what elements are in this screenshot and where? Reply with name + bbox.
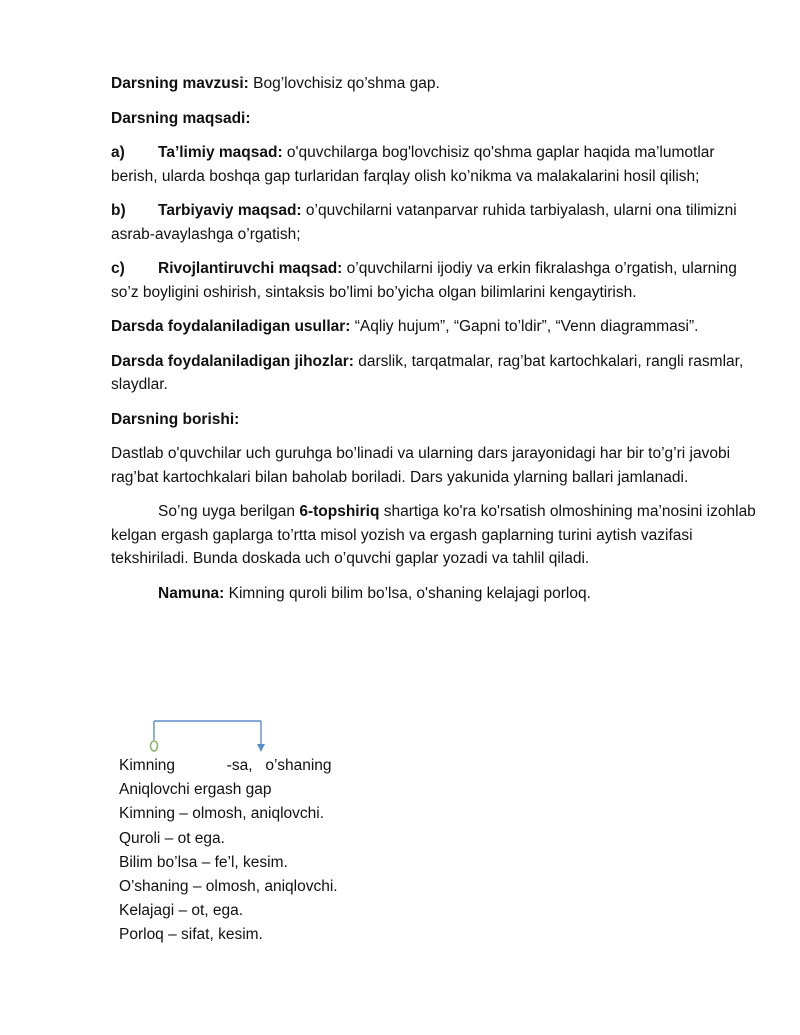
paragraph-2-bold: 6-topshiriq	[299, 503, 380, 520]
equipment-text: darslik, tarqatmalar, rag’bat kartochkalari, rangli rasmlar, slaydlar.	[111, 352, 744, 393]
purpose-heading	[111, 107, 756, 131]
paragraph-2-after: shartiga ko'ra ko'rsatish olmoshining ma’nosini izohlab kelgan ergash gaplarga to’rtta misol yozish va ergash gaplarning turini aytish vazifasi tekshiriladi. Bunda doskada uch o’quvchi gaplar yozadi va tahlil qiladi.	[111, 503, 756, 567]
goal-c-marker: c)	[111, 260, 125, 277]
analysis-line: Kelajagi – ot, ega.	[119, 902, 244, 920]
paragraph-1: Dastlab o'quvchilar uch guruhga bo’linadi va ularning dars jarayonidagi har bir to’g’ri javobi rag’bat kartochkalari bilan baholab boriladi. Dars yakunida ylarning ballari jamlanadi.	[111, 445, 731, 486]
equipment-label: Darsda foydalaniladigan jihozlar:	[111, 352, 354, 370]
goal-b-text: o’quvchilarni vatanparvar ruhida tarbiyalash, ularni ona tilimizni asrab-avaylashga o’rgatish;	[111, 202, 737, 243]
example-text: Kimning quroli bilim bo’lsa, o'shaning kelajagi porloq.	[224, 584, 591, 602]
example-line	[111, 582, 756, 606]
analysis-line: Bilim bo’lsa – fe’l, kesim.	[119, 853, 288, 871]
analysis-line: Aniqlovchi ergash gap	[119, 781, 272, 799]
goal-b	[111, 199, 756, 246]
goal-c	[111, 257, 756, 304]
goal-a	[111, 141, 756, 188]
goal-c-label: Rivojlantiruvchi maqsad:	[158, 260, 343, 277]
goal-b-label: Tarbiyaviy maqsad:	[158, 202, 302, 219]
paragraph-2-before: So’ng uyga berilgan	[158, 503, 300, 520]
analysis-line: Kimning -sa, o’shaning	[119, 757, 332, 774]
topic-label: Darsning mavzusi:	[111, 75, 249, 92]
connection-diagram	[148, 718, 268, 758]
goal-a-label: Ta’limiy maqsad:	[158, 144, 283, 161]
analysis-block	[119, 754, 338, 948]
purpose-label: Darsning maqsadi:	[111, 109, 251, 127]
analysis-line: Quroli – ot ega.	[119, 829, 225, 847]
goal-a-text: o'quvchilarga bog'lovchisiz qo'shma gaplar haqida ma’lumotlar berish, ularda boshqa gap turlaridan farqlay olish ko’nikma va malakalarini hosil qilish;	[111, 144, 715, 185]
goal-c-text: o’quvchilarni ijodiy va erkin fikralashga o’rgatish, ularning so’z boyligini oshirish, sintaksis bo’limi bo’yicha olgan bilimlarini kengaytirish.	[111, 260, 737, 301]
analysis-line: O’shaning – olmosh, aniqlovchi.	[119, 878, 338, 896]
equipment-line	[111, 350, 756, 397]
methods-text: “Aqliy hujum”, “Gapni to’ldir”, “Venn diagrammasi”.	[350, 318, 699, 335]
example-label: Namuna:	[158, 584, 225, 602]
progress-label: Darsning borishi:	[111, 410, 240, 428]
goal-a-marker: a)	[111, 144, 125, 161]
analysis-line: Kimning – olmosh, aniqlovchi.	[119, 805, 325, 823]
progress-heading	[111, 408, 756, 432]
diagram-start-circle	[151, 741, 158, 751]
paragraph-2	[111, 500, 756, 571]
analysis-line: Porloq – sifat, kesim.	[119, 926, 263, 944]
methods-line	[111, 315, 756, 339]
topic-line	[111, 72, 756, 96]
methods-label: Darsda foydalaniladigan usullar:	[111, 318, 351, 335]
diagram-arrow-head	[257, 744, 265, 752]
goal-b-marker: b)	[111, 202, 126, 219]
topic-text: Bog’lovchisiz qo’shma gap.	[248, 75, 440, 92]
document-body	[111, 72, 756, 616]
